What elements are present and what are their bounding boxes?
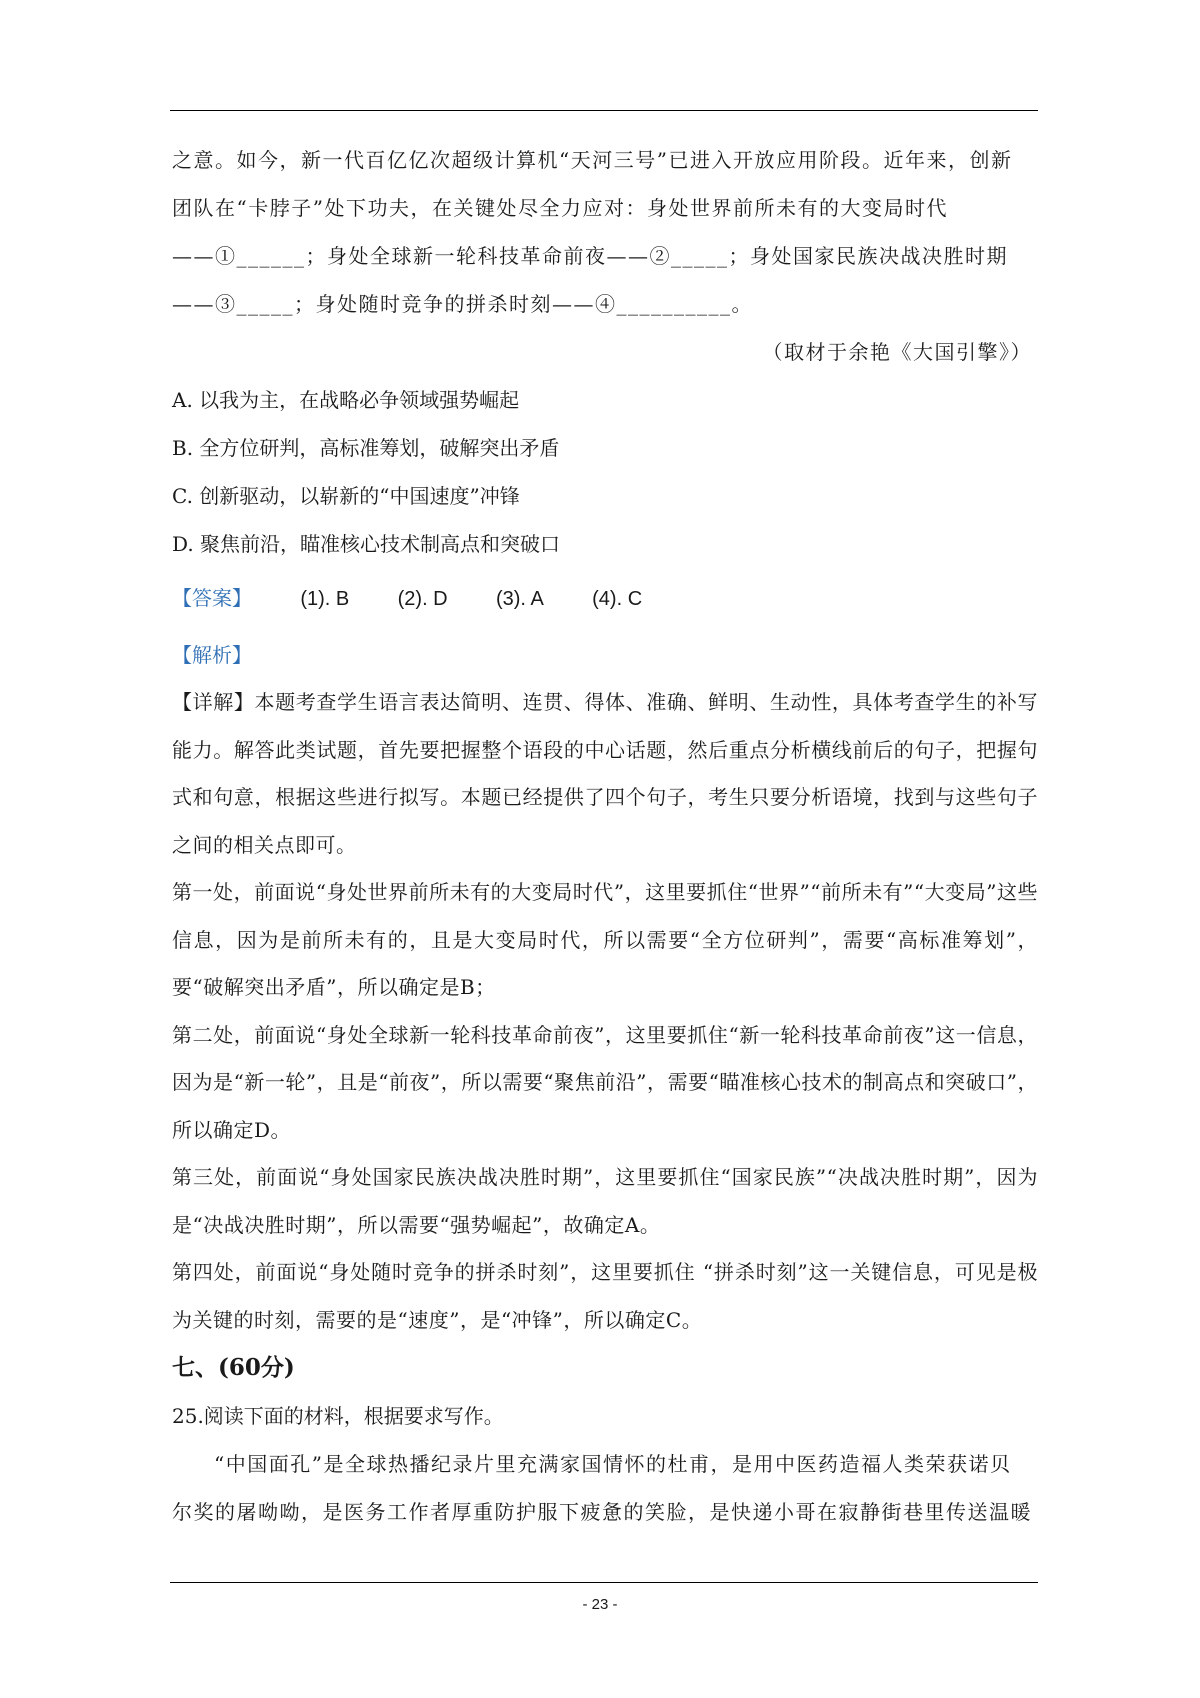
analysis-paragraph: 第四处，前面说“身处随时竞争的拼杀时刻”，这里要抓住 “拼杀时刻”这一关键信息，可见是极为关键的时刻，需要的是“速度”，是“冲锋”，所以确定C。 (172, 1260, 1038, 1332)
option-a: A. 以我为主，在战略必争领域强势崛起 (172, 388, 520, 412)
material-line: 尔奖的屠呦呦，是医务工作者厚重防护服下疲惫的笑脸，是快递小哥在寂静街巷里传送温暖 (172, 1500, 1032, 1524)
passage-line: 之意。如今，新一代百亿亿次超级计算机“天河三号”已进入开放应用阶段。近年来，创新 (172, 148, 1013, 172)
answer-item: (3). A (495, 588, 544, 610)
answer-tag: 【答案】 (172, 586, 252, 610)
analysis-paragraph: 第一处，前面说“身处世界前所未有的大变局时代”，这里要抓住“世界”“前所未有”“大变局”这些信息，因为是前所未有的，且是大变局时代，所以需要“全方位研判”，需要“高标准筹划”，要“破解突出矛盾”，所以确定是B； (172, 880, 1038, 999)
passage-line: ——①______；身处全球新一轮科技革命前夜——②_____；身处国家民族决战决胜时期 (172, 244, 1008, 268)
analysis-section (172, 631, 1038, 1344)
answer-item: (4). C (592, 588, 643, 610)
question-prompt: 25.阅读下面的材料，根据要求写作。 (172, 1404, 504, 1428)
header-rule (170, 110, 1038, 111)
option-c: C. 创新驱动，以崭新的“中国速度”冲锋 (172, 484, 520, 508)
answer-item: (1). B (300, 588, 350, 610)
answer-row (172, 574, 1038, 623)
options-list (172, 376, 1038, 568)
page-number: - 23 - (582, 1596, 618, 1613)
answer-item: (2). D (397, 588, 448, 610)
material-line: “中国面孔”是全球热播纪录片里充满家国情怀的杜甫，是用中医药造福人类荣获诺贝 (214, 1452, 1012, 1476)
option-d: D. 聚焦前沿，瞄准核心技术制高点和突破口 (172, 532, 561, 556)
analysis-tag: 【解析】 (172, 643, 252, 667)
passage-line: 团队在“卡脖子”处下功夫，在关键处尽全力应对：身处世界前所未有的大变局时代 (172, 196, 948, 220)
page-content (172, 136, 1038, 1536)
analysis-paragraph: 【详解】本题考查学生语言表达简明、连贯、得体、准确、鲜明、生动性，具体考查学生的补写能力。解答此类试题，首先要把握整个语段的中心话题，然后重点分析横线前后的句子，把握句式和句意，根据这些进行拟写。本题已经提供了四个句子，考生只要分析语境，找到与这些句子之间的相关点即可。 (172, 690, 1038, 857)
analysis-paragraph: 第二处，前面说“身处全球新一轮科技革命前夜”，这里要抓住“新一轮科技革命前夜”这一信息，因为是“新一轮”，且是“前夜”，所以需要“聚焦前沿”，需要“瞄准核心技术的制高点和突破口”，所以确定D。 (172, 1022, 1038, 1142)
section-heading: 七、(60分) (172, 1354, 295, 1381)
passage-line: ——③_____；身处随时竞争的拼杀时刻——④__________。 (172, 292, 753, 316)
analysis-paragraph: 第三处，前面说“身处国家民族决战决胜时期”，这里要抓住“国家民族”“决战决胜时期”，因为是“决战决胜时期”，所以需要“强势崛起”，故确定A。 (172, 1165, 1038, 1237)
passage-source: （取材于余艳《大国引擎》） (762, 340, 1032, 364)
footer-rule (170, 1582, 1038, 1583)
option-b: B. 全方位研判，高标准筹划，破解突出矛盾 (172, 436, 560, 460)
passage (172, 136, 1038, 376)
